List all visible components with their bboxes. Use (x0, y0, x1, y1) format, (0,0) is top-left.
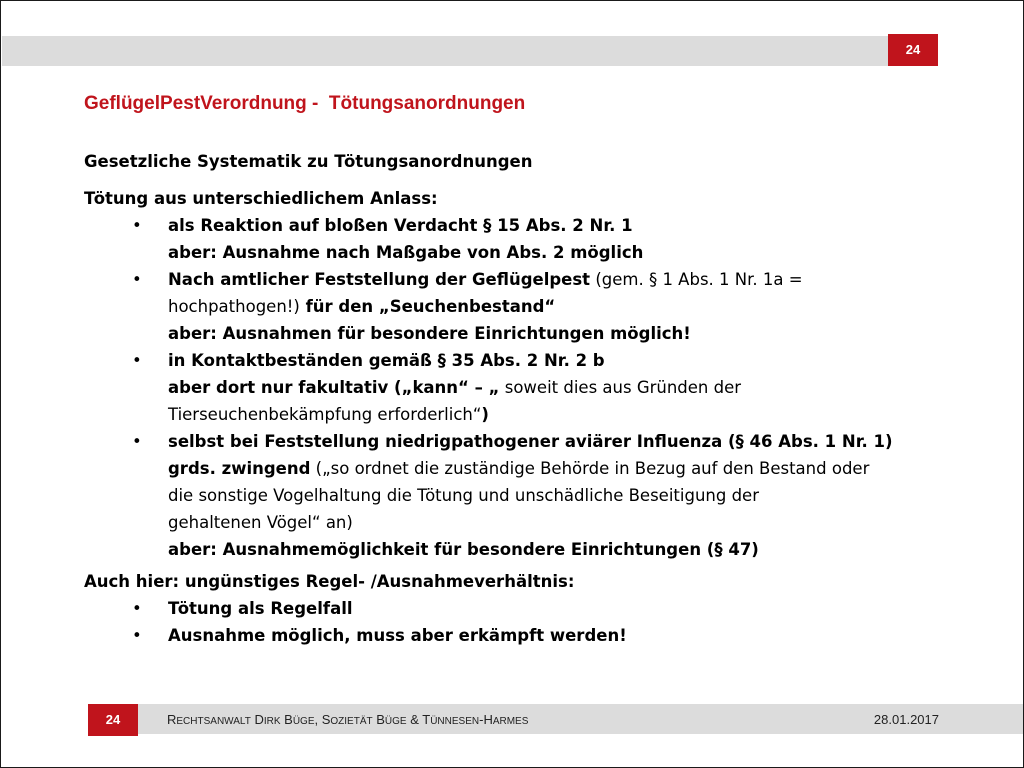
bullet-list-1 (84, 212, 974, 563)
footer-text-part: ECHTSANWALT (176, 716, 251, 727)
footer-author (167, 712, 528, 727)
bullet-line (168, 266, 974, 293)
bullet-icon: • (132, 216, 142, 235)
bullet-text: hochpathogen!) (168, 297, 300, 316)
footer-text-part: B (280, 712, 293, 727)
bullet-text-bold: Nach amtlicher Feststellung der Geflügelpest (168, 270, 591, 289)
footer-text-part: & T (406, 712, 431, 727)
bullet-text: aber: Ausnahmen für besondere Einrichtungen möglich! (168, 324, 691, 343)
bullet-text: selbst bei Feststellung niedrigpathogener aviärer Influenza (§ 46 Abs. 1 Nr. 1) (168, 432, 893, 451)
bullet-icon: • (132, 351, 142, 370)
bullet-list-2 (84, 595, 974, 649)
bullet-text-bold: ) (481, 405, 489, 424)
footer-text-part: ÜGE (384, 716, 407, 727)
footer-text-part: IRK (263, 716, 281, 727)
list-item (84, 212, 974, 266)
footer-text-part: , S (314, 712, 331, 727)
list-item (84, 266, 974, 347)
subtitle: Gesetzliche Systematik zu Tötungsanordnungen (84, 152, 533, 171)
list-item (84, 622, 974, 649)
footer-text-part: D (250, 712, 264, 727)
list-item (84, 595, 974, 622)
slide-content (84, 148, 974, 649)
slide-title: GeflügelPestVerordnung - Tötungsanordnungen (84, 93, 526, 114)
bullet-icon: • (132, 432, 142, 451)
bullet-text: Tötung als Regelfall (168, 599, 353, 618)
bullet-text: („so ordnet die zuständige Behörde in Bezug auf den Bestand oder (310, 459, 870, 478)
bullet-text-bold: für den „Seuchenbestand“ (299, 297, 556, 316)
footer-date: 28.01.2017 (873, 712, 939, 727)
bullet-icon: • (132, 599, 142, 618)
section-heading-2: Auch hier: ungünstiges Regel- /Ausnahmeverhältnis: (84, 572, 575, 591)
bullet-text: (gem. § 1 Abs. 1 Nr. 1a = (590, 270, 803, 289)
list-item (84, 428, 974, 563)
footer-text-part: R (167, 712, 177, 727)
footer-text-part: -H (479, 712, 493, 727)
bullet-icon: • (132, 270, 142, 289)
bullet-icon: • (132, 626, 142, 645)
bullet-line (168, 455, 974, 482)
header-bar (2, 36, 888, 66)
page-number-badge-top: 24 (888, 34, 938, 66)
bullet-text-bold: aber dort nur fakultativ („kann“ – „ (168, 378, 500, 397)
bullet-line (168, 374, 974, 401)
section-heading-1: Tötung aus unterschiedlichem Anlass: (84, 189, 438, 208)
footer-text-part: OZIETÄT (330, 716, 373, 727)
bullet-text: gehaltenen Vögel“ an) (168, 513, 353, 532)
bullet-text: Tierseuchenbekämpfung erforderlich“ (168, 405, 482, 424)
page-number-badge-bottom: 24 (88, 704, 138, 736)
list-item (84, 347, 974, 428)
bullet-line (168, 401, 974, 428)
footer-text-part: B (372, 712, 385, 727)
footer-text-part: ÜGE (292, 716, 315, 727)
footer-text-part: ÜNNESEN (430, 716, 480, 727)
bullet-text: soweit dies aus Gründen der (499, 378, 742, 397)
bullet-line (168, 293, 974, 320)
bullet-text: aber: Ausnahmemöglichkeit für besondere Einrichtungen (§ 47) (168, 540, 759, 559)
bullet-text: als Reaktion auf bloßen Verdacht § 15 Abs. 2 Nr. 1 (168, 216, 633, 235)
footer-text-part: ARMES (492, 716, 529, 727)
bullet-text: die sonstige Vogelhaltung die Tötung und unschädliche Beseitigung der (168, 486, 759, 505)
bullet-text: in Kontaktbeständen gemäß § 35 Abs. 2 Nr. 2 b (168, 351, 605, 370)
bullet-text-bold: grds. zwingend (168, 459, 311, 478)
bullet-text: Ausnahme möglich, muss aber erkämpft werden! (168, 626, 627, 645)
bullet-text: aber: Ausnahme nach Maßgabe von Abs. 2 möglich (168, 243, 644, 262)
